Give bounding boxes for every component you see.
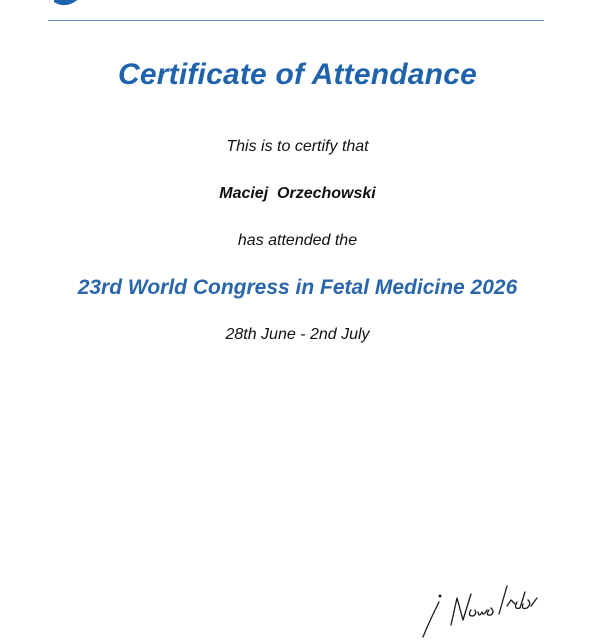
- event-dates: 28th June - 2nd July: [225, 326, 370, 343]
- certify-statement: This is to certify that: [226, 138, 369, 155]
- organization-logo-icon: [54, 0, 94, 8]
- certificate-title: Certificate of Attendance: [118, 58, 477, 91]
- event-name: 23rd World Congress in Fetal Medicine 2026: [77, 276, 518, 299]
- signature-icon: [415, 580, 545, 640]
- attendee-name: Maciej Orzechowski: [219, 185, 376, 202]
- attended-statement: has attended the: [237, 232, 358, 249]
- header-divider: [48, 20, 544, 21]
